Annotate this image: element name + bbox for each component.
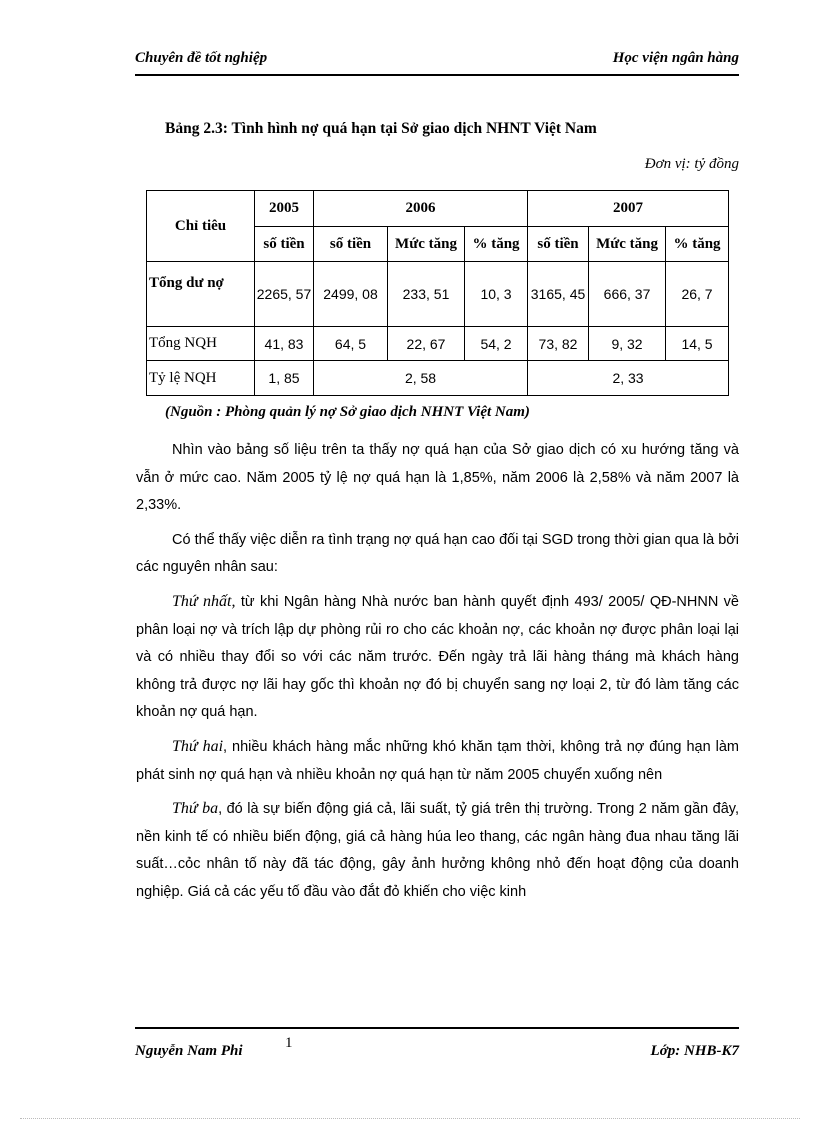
table-cell: 1, 85 xyxy=(255,361,314,396)
table-cell: 26, 7 xyxy=(666,262,729,327)
page-footer xyxy=(135,1035,739,1059)
table-cell: 14, 5 xyxy=(666,327,729,361)
footer-rule xyxy=(135,1027,739,1029)
table-cell: 666, 37 xyxy=(589,262,666,327)
table-cell: 22, 67 xyxy=(388,327,465,361)
table-cell: 64, 5 xyxy=(314,327,388,361)
paragraph: Thứ ba, đó là sự biến động giá cả, lãi suất, tỷ giá trên thị trường. Trong 2 năm gần đây, nền kinh tế có nhiều biến động, giá cả hàng húa leo thang, các ngân hàng đua nhau tăng lãi suất…cỏc nhân tố này đã tác động, gây ảnh hưởng không nhỏ đến hoạt động của doanh nghiệp. Giá cả các yếu tố đầu vào đắt đỏ khiến cho việc kinh xyxy=(136,800,740,900)
table-cell: 54, 2 xyxy=(465,327,528,361)
table-source: (Nguồn : Phòng quản lý nợ Sở giao dịch NHNT Việt Nam) xyxy=(165,404,530,420)
col-header-2005: 2005 xyxy=(255,191,314,227)
table-row xyxy=(147,361,729,396)
header-rule xyxy=(135,74,739,76)
table-row xyxy=(147,327,729,361)
paragraph: Nhìn vào bảng số liệu trên ta thấy nợ quá hạn của Sở giao dịch có xu hướng tăng và vẫn ở mức cao. Năm 2005 tỷ lệ nợ quá hạn là 1,85%, năm 2006 là 2,58% và năm 2007 là 2,33%. xyxy=(136,442,739,514)
body-text xyxy=(136,436,739,913)
paragraph: Thứ nhất, từ khi Ngân hàng Nhà nước ban hành quyết định 493/ 2005/ QĐ-NHNN về phân loại nợ và trích lập dự phòng rủi ro cho các khoản nợ, các khoản nợ được phân loại lại và có nhiều thay đổi so với các năm trước. Đến ngày trả lãi hàng tháng mà khách hàng không trả được nợ lãi hay gốc thì khoản nợ đó bị chuyển sang nợ loại 2, từ đó làm tăng các khoản nợ quá hạn. xyxy=(136,592,740,721)
page-bottom-border xyxy=(20,1118,800,1119)
col-header-2006: 2006 xyxy=(314,191,528,227)
page-header xyxy=(135,50,739,74)
header-left: Chuyên đề tốt nghiệp xyxy=(135,50,268,66)
sub-header: Mức tăng xyxy=(589,227,666,262)
unit-label: Đơn vị: tỷ đồng xyxy=(644,156,739,172)
col-header-indicator: Chỉ tiêu xyxy=(147,191,255,262)
footer-author: Nguyễn Nam Phi xyxy=(135,1043,243,1059)
paragraph: Có thể thấy việc diễn ra tình trạng nợ quá hạn cao đối tại SGD trong thời gian qua là bởi các nguyên nhân sau: xyxy=(136,531,739,576)
footer-class: Lớp: NHB-K7 xyxy=(650,1043,739,1059)
row-label: Tỷ lệ NQH xyxy=(147,361,255,396)
table-title: Bảng 2.3: Tình hình nợ quá hạn tại Sở giao dịch NHNT Việt Nam xyxy=(165,120,597,137)
table-cell: 233, 51 xyxy=(388,262,465,327)
page-number: 1 xyxy=(285,1035,293,1051)
header-right: Học viện ngân hàng xyxy=(612,50,739,66)
table-cell: 2, 58 xyxy=(314,361,528,396)
table-row xyxy=(147,262,729,327)
table-cell: 2, 33 xyxy=(528,361,729,396)
sub-header: số tiền xyxy=(255,227,314,262)
table-cell: 41, 83 xyxy=(255,327,314,361)
table-cell: 3165, 45 xyxy=(528,262,589,327)
table-cell: 2499, 08 xyxy=(314,262,388,327)
sub-header: Mức tăng xyxy=(388,227,465,262)
sub-header: số tiền xyxy=(528,227,589,262)
table-cell: 10, 3 xyxy=(465,262,528,327)
paragraph: Thứ hai, nhiều khách hàng mắc những khó khăn tạm thời, không trả nợ đúng hạn làm phát sinh nợ quá hạn và nhiều khoản nợ quá hạn từ năm 2005 chuyển xuống nên xyxy=(136,737,739,783)
sub-header: % tăng xyxy=(666,227,729,262)
col-header-2007: 2007 xyxy=(528,191,729,227)
sub-header: % tăng xyxy=(465,227,528,262)
row-label: Tổng dư nợ xyxy=(147,262,255,327)
table-cell: 9, 32 xyxy=(589,327,666,361)
table-cell: 73, 82 xyxy=(528,327,589,361)
sub-header: số tiền xyxy=(314,227,388,262)
table-cell: 2265, 57 xyxy=(255,262,314,327)
overdue-debt-table xyxy=(146,190,729,396)
row-label: Tổng NQH xyxy=(147,327,255,361)
